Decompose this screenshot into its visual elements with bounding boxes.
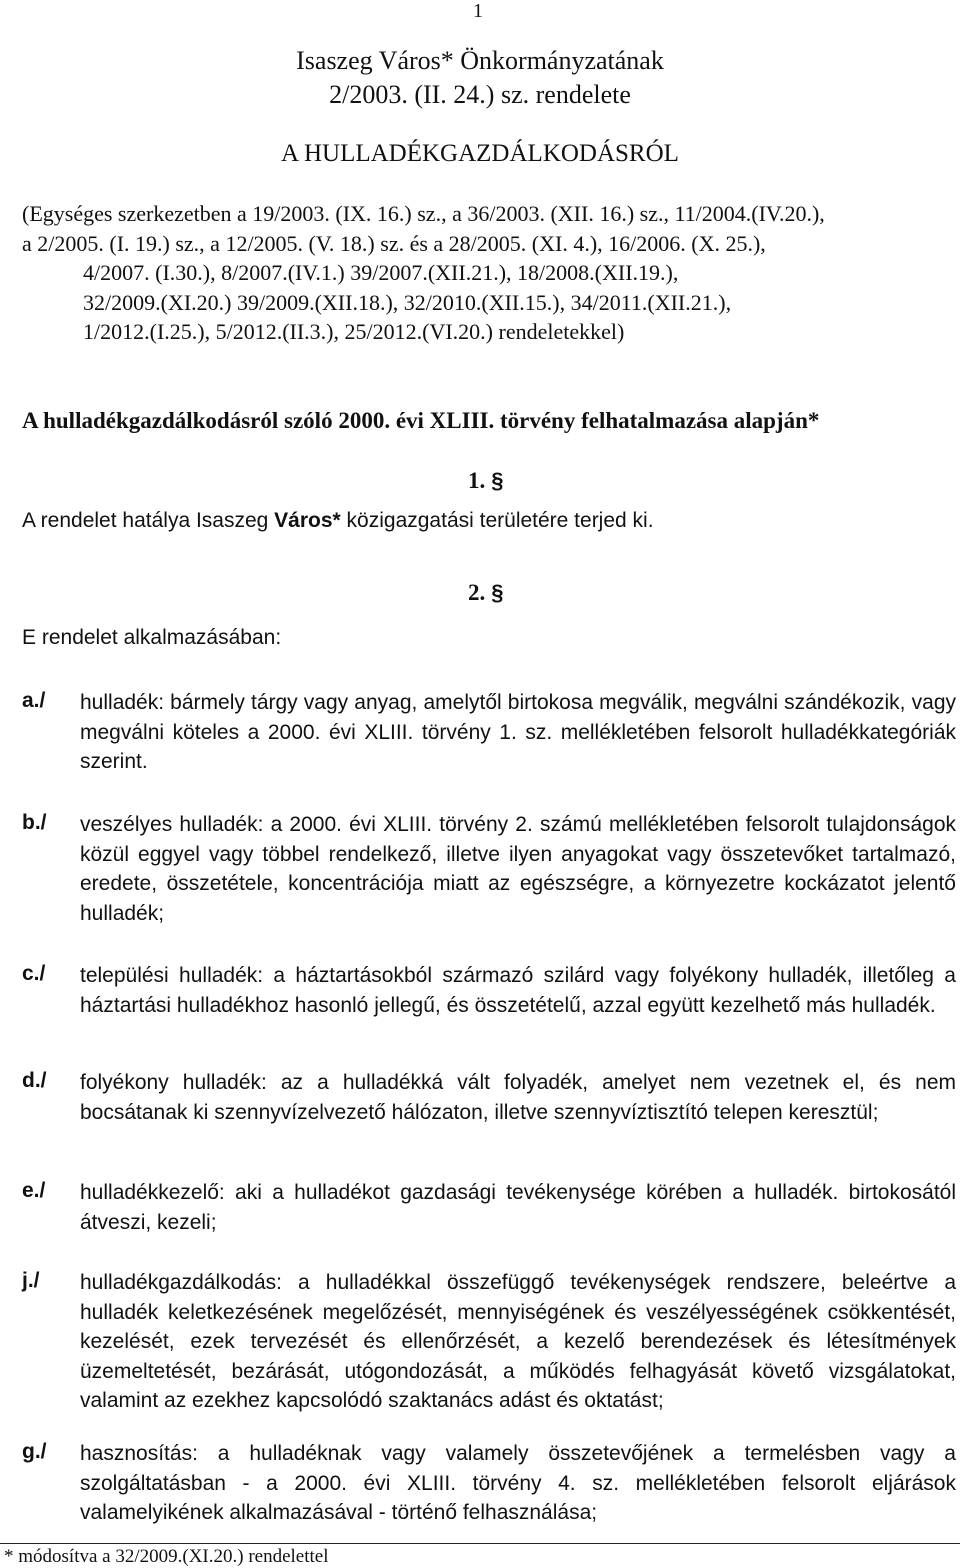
issuer-title: Isaszeg Város* Önkormányzatának bbox=[296, 46, 664, 75]
section-symbol: § bbox=[491, 468, 504, 493]
amendment-line: 1/2012.(I.25.), 5/2012.(II.3.), 25/2012.(VI.20.) rendeletekkel) bbox=[83, 319, 625, 344]
amendment-line: 4/2007. (I.30.), 8/2007.(IV.1.) 39/2007.(XII.21.), 18/2008.(XII.19.), bbox=[83, 260, 679, 285]
definition-text: hulladékgazdálkodás: a hulladékkal összefüggő tevékenységek rendszere, beleértve a hulladék keletkezésének megelőzését, mennyiségének és veszélyességének csökkentését, kezelését, ezek tervezését és ellenőrzését, a kezelő berendezések és létesítmények üzemeltetését, bezárását, utógondozását, a működés felhagyását követő vizsgálatokat, valamint az ezekhez kapcsolódó szaktanács adást és oktatást; bbox=[80, 1271, 956, 1412]
section-1-text bbox=[22, 509, 654, 533]
footnote-divider bbox=[0, 1543, 960, 1544]
definition-text: hulladékkezelő: aki a hulladékot gazdasági tevékenysége körében a hulladék. birtokosától átveszi, kezeli; bbox=[80, 1181, 956, 1234]
decree-title: A HULLADÉKGAZDÁLKODÁSRÓL bbox=[281, 140, 679, 167]
definition-text: veszélyes hulladék: a 2000. évi XLIII. törvény 2. számú mellékletében felsorolt tulajdonságok közül eggyel vagy többel rendelkező, illetve ilyen anyagokat vagy összetevőket tartalmazó, eredete, összetétele, koncentrációja miatt az egészségre, a környezetre kockázatot jelentő hulladék; bbox=[80, 813, 956, 925]
page-number: 1 bbox=[473, 0, 483, 22]
definition-text: hulladék: bármely tárgy vagy anyag, amelytől birtokosa megválik, megválni szándékozik, vagy megválni köteles a 2000. évi XLIII. törvény 1. sz. mellékletében felsorolt hulladékkategóriák szerint. bbox=[80, 691, 956, 773]
definition-label: a./ bbox=[22, 689, 46, 712]
amendment-note bbox=[22, 199, 952, 347]
section-2-heading bbox=[468, 580, 504, 606]
scope-text: A rendelet hatálya Isaszeg bbox=[22, 509, 275, 532]
definition-label: d./ bbox=[22, 1069, 47, 1092]
definition-label: g./ bbox=[22, 1440, 47, 1463]
section-number: 2. bbox=[468, 580, 486, 605]
section-1-heading bbox=[468, 468, 504, 494]
section-symbol: § bbox=[491, 580, 504, 605]
decree-number: 2/2003. (II. 24.) sz. rendelete bbox=[329, 80, 631, 109]
definition-text: folyékony hulladék: az a hulladékká vált folyadék, amelyet nem vezetnek el, és nem bocsátanak ki szennyvízelvezető hálózaton, illetve szennyvíztisztító telepen keresztül; bbox=[80, 1071, 956, 1124]
definition-label: j./ bbox=[22, 1269, 40, 1292]
section-2-intro: E rendelet alkalmazásában: bbox=[22, 626, 282, 649]
definition-label: b./ bbox=[22, 811, 47, 834]
scope-bold-text: Város* bbox=[274, 509, 341, 532]
amendment-line: 32/2009.(XI.20.) 39/2009.(XII.18.), 32/2010.(XII.15.), 34/2011.(XII.21.), bbox=[83, 289, 732, 315]
definition-text: hasznosítás: a hulladéknak vagy valamely összetevőjének a termelésben vagy a szolgáltatásban - a 2000. évi XLIII. törvény 4. sz. mellékletében felsorolt eljárások valamelyikének alkalmazásával - történő felhasználása; bbox=[80, 1442, 956, 1524]
scope-text-end: közigazgatási területére terjed ki. bbox=[340, 509, 654, 532]
definition-label: e./ bbox=[22, 1179, 46, 1202]
authorization-clause: A hulladékgazdálkodásról szóló 2000. évi XLIII. törvény felhatalmazása alapján* bbox=[22, 408, 820, 433]
definition-text: települési hulladék: a háztartásokból származó szilárd vagy folyékony hulladék, illetőleg a háztartási hulladékhoz hasonló jellegű, és összetételű, azzal együtt kezelhető más hulladék. bbox=[80, 964, 956, 1017]
amendment-line: (Egységes szerkezetben a 19/2003. (IX. 16.) sz., a 36/2003. (XII. 16.) sz., 11/2004.(IV.20.), bbox=[22, 201, 825, 226]
footnote: * módosítva a 32/2009.(XI.20.) rendelettel bbox=[4, 1546, 329, 1567]
section-number: 1. bbox=[468, 468, 486, 493]
amendment-line: a 2/2005. (I. 19.) sz., a 12/2005. (V. 18.) sz. és a 28/2005. (XI. 4.), 16/2006. (X. 25.), bbox=[22, 230, 766, 256]
definition-label: c./ bbox=[22, 962, 46, 985]
